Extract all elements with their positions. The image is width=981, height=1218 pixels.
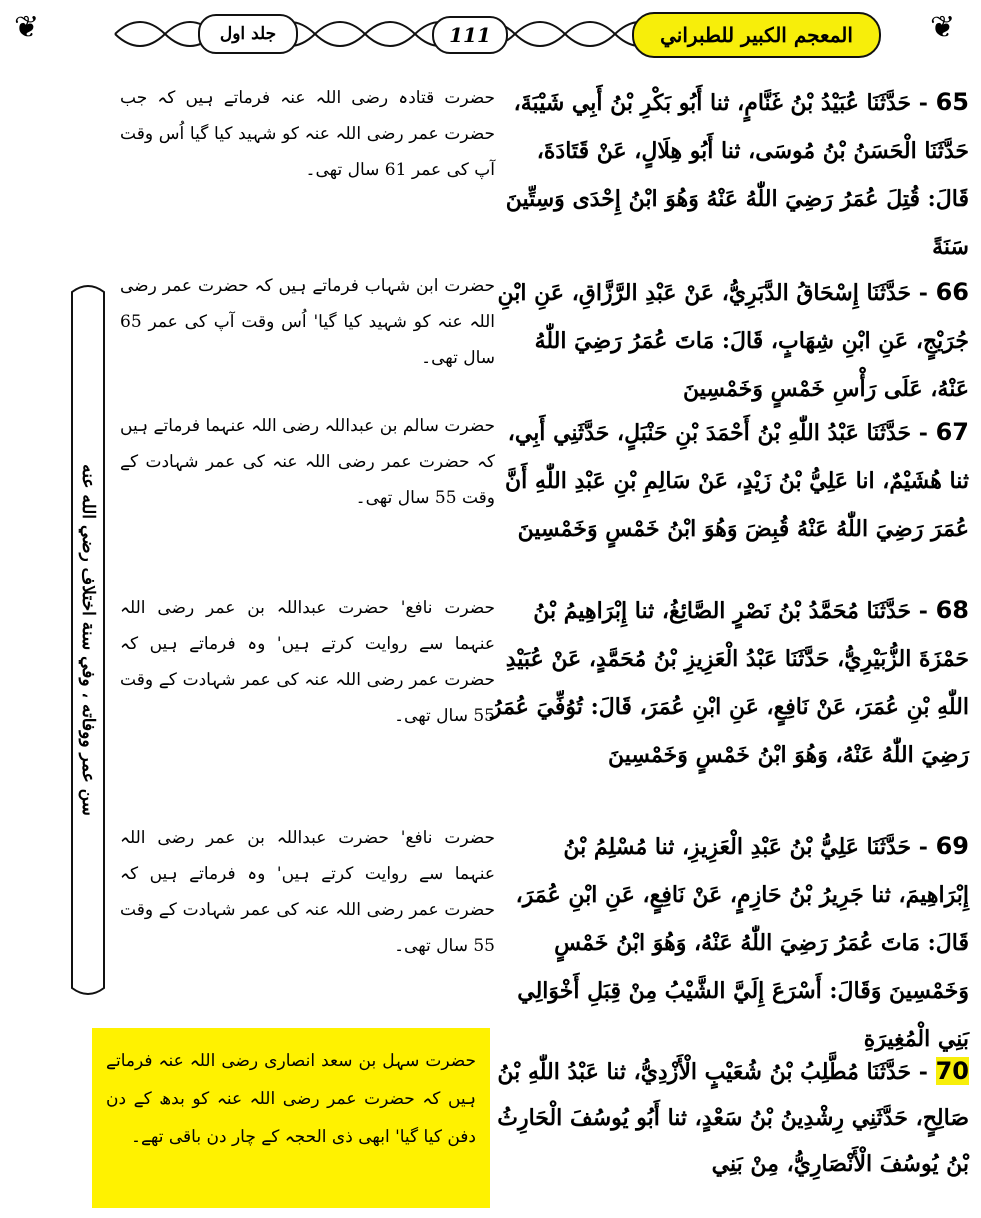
hadith-number: 70 bbox=[935, 1057, 969, 1085]
side-caption-box bbox=[64, 280, 112, 1000]
ornament-icon: ❦ bbox=[930, 10, 956, 45]
hadith-arabic bbox=[489, 408, 969, 553]
hadith-text: - حَدَّثَنَا عَبْدُ اللّٰهِ بْنُ أَحْمَدَ بْنِ حَنْبَلٍ، حَدَّثَنِي أَبِي، ثنا هُشَيْمٌ، انا عَلِيُّ بْنُ زَيْدٍ، عَنْ سَالِمِ بْنِ عَبْدِ اللّٰهِ أَنَّ عُمَرَ رَضِيَ اللّٰهُ عَنْهُ قُبِضَ وَهُوَ ابْنُ خَمْسٍ وَخَمْسِينَ bbox=[505, 420, 969, 542]
hadith-arabic bbox=[489, 78, 969, 271]
hadith-number: 68 bbox=[935, 596, 969, 624]
side-caption: سن عمر ووفاته ، وفي سنة اختلاف رضي الله عنه bbox=[78, 464, 98, 816]
hadith-number: 65 bbox=[935, 88, 969, 116]
hadith-number: 66 bbox=[935, 278, 969, 306]
hadith-translation: حضرت سہل بن سعد انصاری رضی اللہ عنہ فرماتے ہیں کہ حضرت عمر رضی اللہ عنہ کو بدھ کے دن دفن کیا گیا' ابھی ذی الحجہ کے چار دن باقی تھے۔ bbox=[106, 1051, 476, 1147]
highlighted-translation-box bbox=[92, 1028, 490, 1208]
hadith-translation: حضرت نافع' حضرت عبداللہ بن عمر رضی اللہ عنہما سے روایت کرتے ہیں' وہ فرماتے ہیں کہ حضرت عمر رضی اللہ عنہ کی عمر شہادت کے وقت 55 سال تھی۔ bbox=[120, 828, 495, 956]
hadith-arabic bbox=[489, 1048, 969, 1187]
page-number: 111 bbox=[432, 16, 508, 54]
hadith-translation: حضرت سالم بن عبداللہ رضی اللہ عنہما فرماتے ہیں کہ حضرت عمر رضی اللہ عنہ کی عمر شہادت کے وقت 55 سال تھی۔ bbox=[120, 416, 495, 508]
ornament-icon: ❦ bbox=[14, 10, 40, 45]
hadith-text: - حَدَّثَنَا عَلِيُّ بْنُ عَبْدِ الْعَزِيزِ، ثنا مُسْلِمُ بْنُ إِبْرَاهِيمَ، ثنا جَرِيرُ بْنُ حَازِمٍ، عَنْ نَافِعٍ، عَنِ ابْنِ عُمَرَ، قَالَ: مَاتَ عُمَرُ رَضِيَ اللّٰهُ عَنْهُ، وَهُوَ ابْنُ خَمْسٍ وَخَمْسِينَ وَقَالَ: أَسْرَعَ إِلَيَّ الشَّيْبُ مِنْ قِبَلِ أَخْوَالِي بَنِي الْمُغِيرَةِ bbox=[515, 834, 969, 1052]
hadith-translation: حضرت ابن شہاب فرماتے ہیں کہ حضرت عمر رضی اللہ عنہ کو شہید کیا گیا' اُس وقت آپ کی عمر 65 سال تھی۔ bbox=[120, 276, 495, 368]
hadith-number: 67 bbox=[935, 418, 969, 446]
volume-label: جلد اول bbox=[198, 14, 298, 54]
hadith-translation: حضرت قتادہ رضی اللہ عنہ فرماتے ہیں کہ جب حضرت عمر رضی اللہ عنہ کو شہید کیا گیا اُس وقت آپ کی عمر 61 سال تھی۔ bbox=[120, 88, 495, 180]
hadith-arabic bbox=[489, 822, 969, 1063]
hadith-number: 69 bbox=[935, 832, 969, 860]
hadith-text: - حَدَّثَنَا عُبَيْدُ بْنُ غَنَّامٍ، ثنا أَبُو بَكْرِ بْنُ أَبِي شَيْبَةَ، حَدَّثَنَا الْحَسَنُ بْنُ مُوسَى، ثنا أَبُو هِلَالٍ، عَنْ قَتَادَةَ، قَالَ: قُتِلَ عُمَرُ رَضِيَ اللّٰهُ عَنْهُ وَهُوَ ابْنُ إِحْدَى وَسِتِّينَ سَنَةً bbox=[505, 90, 969, 260]
hadith-text: - حَدَّثَنَا مُطَّلِبُ بْنُ شُعَيْبٍ الْأَزْدِيُّ، ثنا عَبْدُ اللّٰهِ بْنُ صَالِحٍ، حَدَّثَنِي رِشْدِينُ بْنُ سَعْدٍ، ثنا أَبُو يُوسُفَ الْحَارِثُ بْنُ يُوسُفَ الْأَنْصَارِيُّ، مِنْ بَنِي bbox=[497, 1059, 969, 1177]
book-title: المعجم الكبير للطبراني bbox=[632, 12, 881, 58]
hadith-arabic bbox=[489, 586, 969, 779]
hadith-text: - حَدَّثَنَا إِسْحَاقُ الدَّبَرِيُّ، عَنْ عَبْدِ الرَّزَّاقِ، عَنِ ابْنِ جُرَيْجٍ، عَنِ ابْنِ شِهَابٍ، قَالَ: مَاتَ عُمَرُ رَضِيَ اللّٰهُ عَنْهُ، عَلَى رَأْسِ خَمْسٍ وَخَمْسِينَ bbox=[497, 280, 969, 402]
hadith-translation: حضرت نافع' حضرت عبداللہ بن عمر رضی اللہ عنہما سے روایت کرتے ہیں' وہ فرماتے ہیں کہ حضرت عمر رضی اللہ عنہ کی عمر شہادت کے وقت 55 سال تھی۔ bbox=[120, 598, 495, 726]
hadith-text: - حَدَّثَنَا مُحَمَّدُ بْنُ نَصْرٍ الصَّائِغُ، ثنا إِبْرَاهِيمُ بْنُ حَمْزَةَ الزُّبَيْرِيُّ، حَدَّثَنَا عَبْدُ الْعَزِيزِ بْنُ مُحَمَّدٍ، عَنْ عُبَيْدِ اللّٰهِ بْنِ عُمَرَ، عَنْ نَافِعٍ، عَنِ ابْنِ عُمَرَ، قَالَ: تُوُفِّيَ عُمَرُ رَضِيَ اللّٰهُ عَنْهُ، وَهُوَ ابْنُ خَمْسٍ وَخَمْسِينَ bbox=[490, 598, 969, 768]
page-header bbox=[0, 0, 981, 70]
hadith-arabic bbox=[489, 268, 969, 413]
